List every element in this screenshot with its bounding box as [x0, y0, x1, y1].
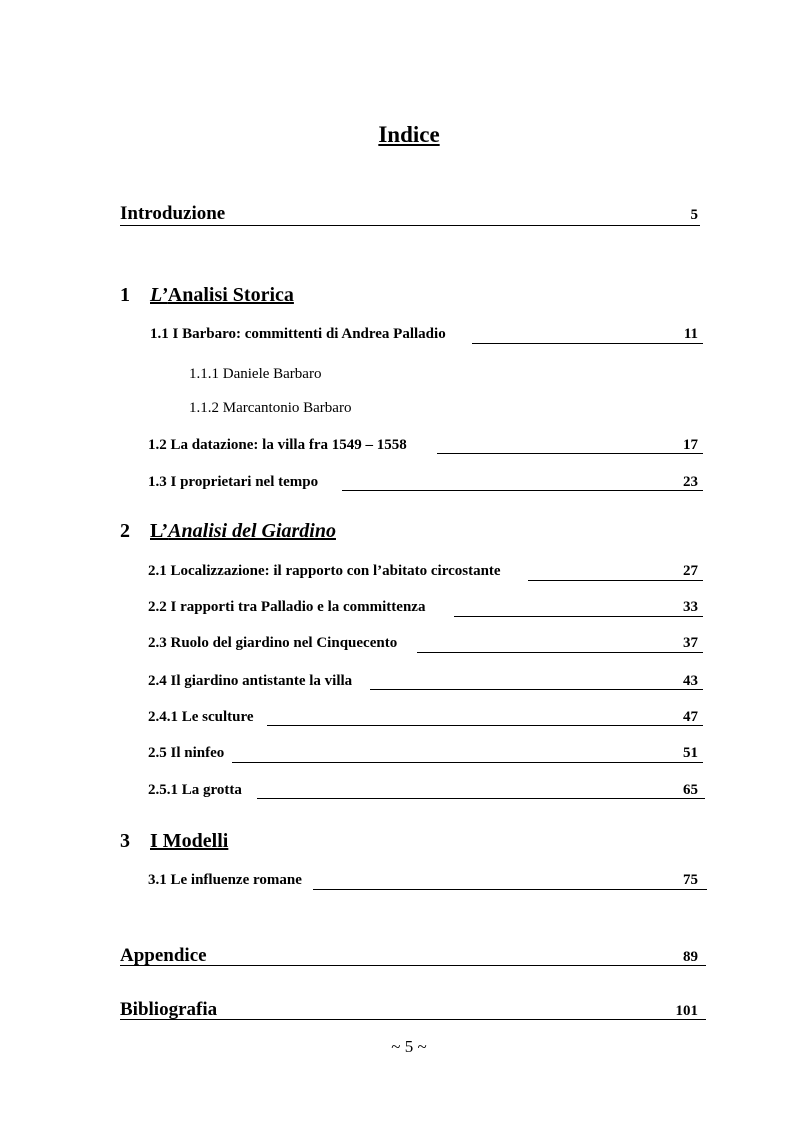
toc-appendix-label[interactable]: Appendice — [120, 945, 207, 966]
toc-page-2-1: 27 — [683, 563, 698, 579]
toc-leader-line — [417, 652, 703, 653]
toc-subentry-1-1-1[interactable]: 1.1.1 Daniele Barbaro — [189, 366, 322, 382]
toc-entry-2-1[interactable]: 2.1 Localizzazione: il rapporto con l’abitato circostante — [148, 563, 501, 579]
toc-entry-1-2[interactable]: 1.2 La datazione: la villa fra 1549 – 1558 — [148, 437, 407, 453]
page-title: Indice — [378, 122, 440, 147]
toc-entry-1-1[interactable]: 1.1 I Barbaro: committenti di Andrea Palladio — [150, 326, 446, 342]
toc-entry-2-5[interactable]: 2.5 Il ninfeo — [148, 745, 225, 761]
toc-leader-line — [120, 965, 706, 966]
chapter-2-title: Analisi del Giardino — [168, 520, 336, 542]
toc-page-2-4: 43 — [683, 673, 698, 689]
chapter-1-title: Analisi Storica — [167, 284, 294, 306]
toc-entry-3-1[interactable]: 3.1 Le influenze romane — [148, 872, 302, 888]
toc-subentry-1-1-2[interactable]: 1.1.2 Marcantonio Barbaro — [189, 400, 352, 416]
toc-leader-line — [528, 580, 703, 581]
toc-leader-line — [267, 725, 703, 726]
chapter-2-title-prefix: L’ — [150, 520, 169, 542]
toc-page-2-5-1: 65 — [683, 782, 698, 798]
toc-leader-line — [120, 1019, 706, 1020]
toc-entry-2-5-1[interactable]: 2.5.1 La grotta — [148, 782, 242, 798]
toc-page-2-5: 51 — [683, 745, 698, 761]
toc-page-2-2: 33 — [683, 599, 698, 615]
toc-leader-line — [370, 689, 703, 690]
toc-entry-2-4[interactable]: 2.4 Il giardino antistante la villa — [148, 673, 353, 689]
chapter-1-number: 1 — [120, 284, 130, 306]
chapter-3-title: I Modelli — [150, 830, 229, 852]
toc-entry-2-2[interactable]: 2.2 I rapporti tra Palladio e la committenza — [148, 599, 426, 615]
toc-entry-2-3[interactable]: 2.3 Ruolo del giardino nel Cinquecento — [148, 635, 398, 651]
toc-leader-line — [232, 762, 703, 763]
chapter-1-title-italic: L’ — [150, 284, 168, 306]
toc-bibliography-label[interactable]: Bibliografia — [120, 999, 218, 1020]
toc-leader-line — [472, 343, 703, 344]
toc-entry-2-4-1[interactable]: 2.4.1 Le sculture — [148, 709, 254, 725]
chapter-3-number: 3 — [120, 830, 130, 852]
toc-bibliography-page: 101 — [675, 1003, 698, 1019]
toc-leader-line — [313, 889, 707, 890]
toc-page-1-1: 11 — [683, 326, 698, 342]
chapter-3-heading[interactable] — [120, 830, 228, 853]
toc-leader-line — [257, 798, 705, 799]
chapter-2-heading[interactable] — [120, 520, 336, 543]
toc-leader-line — [454, 616, 703, 617]
toc-introduction-page: 5 — [690, 207, 698, 223]
toc-entry-1-3[interactable]: 1.3 I proprietari nel tempo — [148, 474, 319, 490]
chapter-2-number: 2 — [120, 520, 130, 542]
toc-introduction-label[interactable]: Introduzione — [120, 203, 226, 224]
toc-appendix-page: 89 — [683, 949, 698, 965]
chapter-1-heading[interactable] — [120, 284, 294, 307]
page-number-footer: ~ 5 ~ — [391, 1037, 427, 1056]
toc-leader-line — [120, 225, 700, 226]
toc-page-1-2: 17 — [683, 437, 698, 453]
toc-page-3-1: 75 — [683, 872, 698, 888]
toc-leader-line — [342, 490, 703, 491]
toc-page-2-4-1: 47 — [683, 709, 698, 725]
toc-page-2-3: 37 — [683, 635, 698, 651]
toc-page-1-3: 23 — [683, 474, 698, 490]
